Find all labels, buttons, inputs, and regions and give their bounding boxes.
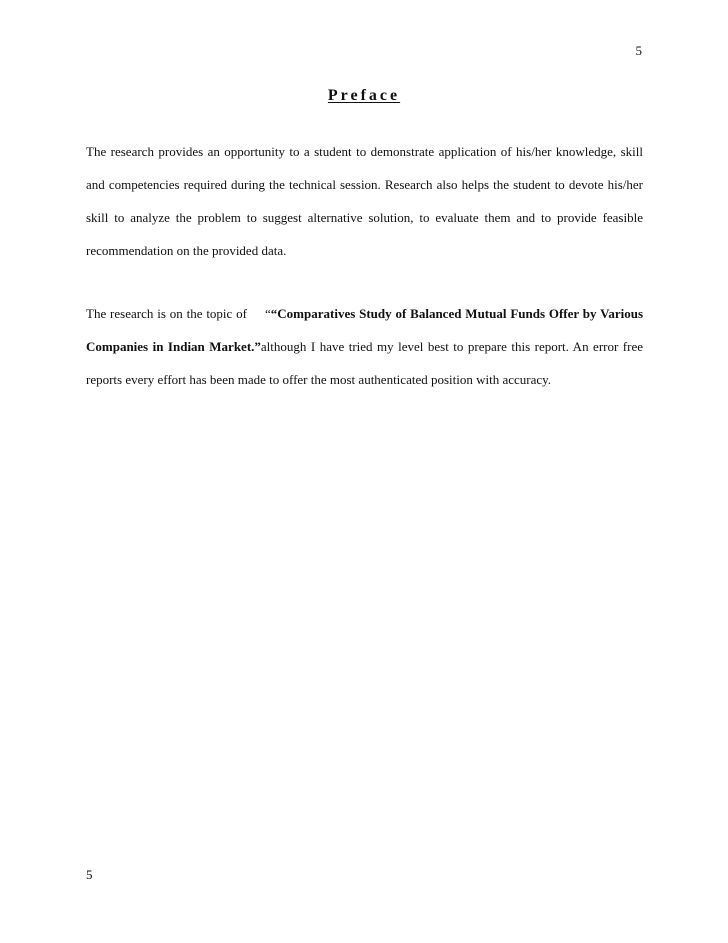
page-number-top: 5 xyxy=(635,43,642,58)
preface-paragraph-1: The research provides an opportunity to a student to demonstrate application of his/her knowledge, skill and competencies required during the technical session. Research also helps the student to devote his/her skill to analyze the problem to suggest alternative solution, to evaluate them and to provide feasible recommendation on the provided data. xyxy=(86,144,643,258)
paragraph-2-lead: The research is on the topic of xyxy=(86,306,247,321)
research-topic: “Comparatives Study of Balanced Mutual Funds Offer by Various Companies in Indian Market.” xyxy=(86,306,643,354)
page-title: Preface xyxy=(327,87,401,104)
paragraph-2-tail: although I have tried my level best to prepare this report. An error free reports every effort has been made to offer the most authenticated position with accuracy. xyxy=(86,339,643,387)
preface-paragraph-2 xyxy=(86,297,643,396)
page-number-bottom: 5 xyxy=(86,867,93,882)
paragraph-2-quote-mark: “ xyxy=(265,306,271,321)
